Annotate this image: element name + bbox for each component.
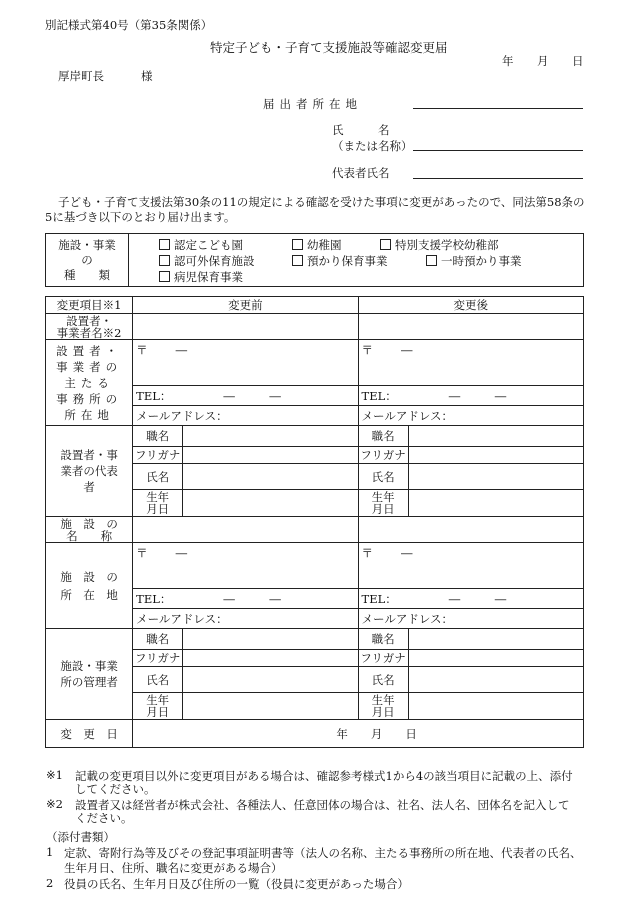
date-month: 月 (537, 54, 549, 68)
checkbox-icon[interactable] (380, 239, 391, 250)
header-before: 変更前 (133, 297, 358, 314)
mgr-position-label-after: 職名 (358, 629, 408, 650)
note-1-mark: ※1 (46, 768, 63, 782)
rep-furigana-label-before: フリガナ (133, 447, 183, 464)
rep-name-label-after: 氏名 (358, 464, 408, 490)
establisher-name-after[interactable] (358, 314, 583, 340)
mgr-furigana-label-after: フリガナ (358, 650, 408, 667)
row-facility-address: 施 設 の 所 在 地 (46, 543, 133, 629)
rep-birth-before[interactable] (183, 490, 358, 517)
office-postal-before[interactable]: 〒 ― (133, 340, 358, 386)
applicant-rep-label: 代表者氏名 (332, 166, 390, 180)
row-establisher-name: 設置者・ 事業者名※2 (46, 314, 133, 340)
facility-email-before[interactable]: メールアドレス： (133, 609, 358, 629)
attachment-1-line-1: 定款、寄附行為等及びその登記事項証明書等（法人の名称、主たる事務所の所在地、代表者の氏名、 (64, 846, 582, 860)
rep-position-label-after: 職名 (358, 426, 408, 447)
form-id: 別記様式第40号（第35条関係） (45, 18, 213, 32)
honorific: 様 (141, 69, 153, 83)
row-change-date: 変 更 日 (46, 720, 133, 748)
applicant-name-line[interactable] (413, 150, 583, 151)
rep-birth-label-before: 生年 月日 (133, 490, 183, 517)
option-byouji[interactable]: 病児保育事業 (159, 269, 243, 285)
office-postal-after[interactable]: 〒 ― (358, 340, 583, 386)
date-day: 日 (572, 54, 584, 68)
option-nintei-kodomoen[interactable]: 認定こども園 (159, 237, 243, 253)
table-header (46, 297, 584, 314)
mgr-furigana-after[interactable] (408, 650, 583, 667)
mgr-birth-label-after: 生年 月日 (358, 693, 408, 720)
rep-furigana-label-after: フリガナ (358, 447, 408, 464)
note-1-line-2: してください。 (75, 782, 156, 796)
checkbox-icon[interactable] (292, 239, 303, 250)
checkbox-icon[interactable] (159, 239, 170, 250)
mgr-furigana-before[interactable] (183, 650, 358, 667)
change-table (45, 296, 584, 748)
note-2-line-2: ください。 (75, 811, 133, 825)
row-manager: 施設・事業 所の管理者 (46, 629, 133, 720)
change-date-value[interactable]: 年 月 日 (133, 720, 584, 748)
rep-position-after[interactable] (408, 426, 583, 447)
mgr-birth-after[interactable] (408, 693, 583, 720)
establisher-name-before[interactable] (133, 314, 358, 340)
rep-name-before[interactable] (183, 464, 358, 490)
applicant-name-label: 氏 名 (332, 123, 390, 137)
office-tel-after[interactable]: TEL： ― ― (358, 386, 583, 406)
applicant-rep-line[interactable] (413, 178, 583, 179)
rep-birth-after[interactable] (408, 490, 583, 517)
note-2-line-1: 設置者又は経営者が株式会社、各種法人、任意団体の場合は、社名、法人名、団体名を記入して (75, 798, 570, 812)
facility-type-label (46, 234, 129, 287)
attachments-heading: （添付書類） (46, 830, 115, 844)
option-azukari[interactable]: 預かり保育事業 (292, 253, 388, 269)
facility-type-options (129, 234, 584, 287)
facility-tel-before[interactable]: TEL： ― ― (133, 589, 358, 609)
rep-position-label-before: 職名 (133, 426, 183, 447)
attachment-1-line-2: 生年月日、住所、職名に変更がある場合） (64, 861, 283, 875)
postal-icon: 〒 (136, 546, 148, 560)
facility-name-before[interactable] (133, 517, 358, 543)
facility-type-table (45, 233, 584, 287)
attachment-2-num: 2 (46, 876, 54, 890)
row-main-office: 設置者・ 事業者の 主たる 事務所の 所在地 (46, 340, 133, 426)
facility-name-after[interactable] (358, 517, 583, 543)
facility-type-label-2: の (81, 252, 93, 267)
checkbox-icon[interactable] (292, 255, 303, 266)
mgr-name-label-before: 氏名 (133, 667, 183, 693)
postal-icon: 〒 (361, 343, 374, 357)
rep-furigana-before[interactable] (183, 447, 358, 464)
rep-name-after[interactable] (408, 464, 583, 490)
office-tel-before[interactable]: TEL： ― ― (133, 386, 358, 406)
mgr-position-before[interactable] (183, 629, 358, 650)
mgr-name-label-after: 氏名 (358, 667, 408, 693)
checkbox-icon[interactable] (159, 271, 170, 282)
date-year: 年 (502, 54, 514, 68)
option-tokubetsu-shien[interactable]: 特別支援学校幼稚部 (380, 237, 499, 253)
note-1-line-1: 記載の変更項目以外に変更項目がある場合は、確認参考様式1から4の該当項目に記載の上、添付 (75, 769, 573, 783)
header-after: 変更後 (358, 297, 583, 314)
option-ninkagai[interactable]: 認可外保育施設 (159, 253, 255, 269)
rep-furigana-after[interactable] (408, 447, 583, 464)
facility-postal-after[interactable]: 〒 ― (358, 543, 583, 589)
page-title: 特定子ども・子育て支援施設等確認変更届 (210, 40, 448, 55)
checkbox-icon[interactable] (426, 255, 437, 266)
mgr-name-before[interactable] (183, 667, 358, 693)
facility-type-label-1: 施設・事業 (58, 237, 116, 252)
option-youchien[interactable]: 幼稚園 (292, 237, 342, 253)
mgr-position-label-before: 職名 (133, 629, 183, 650)
office-email-before[interactable]: メールアドレス： (133, 406, 358, 426)
applicant-address-line[interactable] (413, 108, 583, 109)
facility-type-label-3: 種 類 (64, 267, 110, 282)
row-facility-name: 施 設 の 名 称 (46, 517, 133, 543)
mgr-birth-before[interactable] (183, 693, 358, 720)
rep-name-label-before: 氏名 (133, 464, 183, 490)
facility-tel-after[interactable]: TEL： ― ― (358, 589, 583, 609)
applicant-address-label: 届出者所在地 (263, 97, 362, 111)
note-2-mark: ※2 (46, 797, 63, 811)
mgr-position-after[interactable] (408, 629, 583, 650)
intro-line-1: 子ども・子育て支援法第30条の11の規定による確認を受けた事項に変更があったので、同法第58条の (58, 195, 585, 209)
facility-email-after[interactable]: メールアドレス： (358, 609, 583, 629)
mgr-birth-label-before: 生年 月日 (133, 693, 183, 720)
applicant-name-sub-label: （または名称） (332, 139, 413, 153)
row-representative: 設置者・事 業者の代表 者 (46, 426, 133, 517)
attachment-2-line-1: 役員の氏名、生年月日及び住所の一覧（役員に変更があった場合） (64, 877, 409, 891)
mgr-furigana-label-before: フリガナ (133, 650, 183, 667)
postal-icon: 〒 (361, 546, 374, 560)
postal-icon: 〒 (136, 343, 148, 357)
mgr-name-after[interactable] (408, 667, 583, 693)
intro-line-2: 5に基づき以下のとおり届け出ます。 (45, 210, 236, 224)
rep-birth-label-after: 生年 月日 (358, 490, 408, 517)
office-email-after[interactable]: メールアドレス： (358, 406, 583, 426)
attachment-1-num: 1 (46, 845, 54, 859)
rep-position-before[interactable] (183, 426, 358, 447)
facility-postal-before[interactable]: 〒 ― (133, 543, 358, 589)
addressee: 厚岸町長 (58, 69, 104, 83)
checkbox-icon[interactable] (159, 255, 170, 266)
header-item: 変更項目※1 (46, 297, 133, 314)
option-ichiji-azukari[interactable]: 一時預かり事業 (426, 253, 522, 269)
